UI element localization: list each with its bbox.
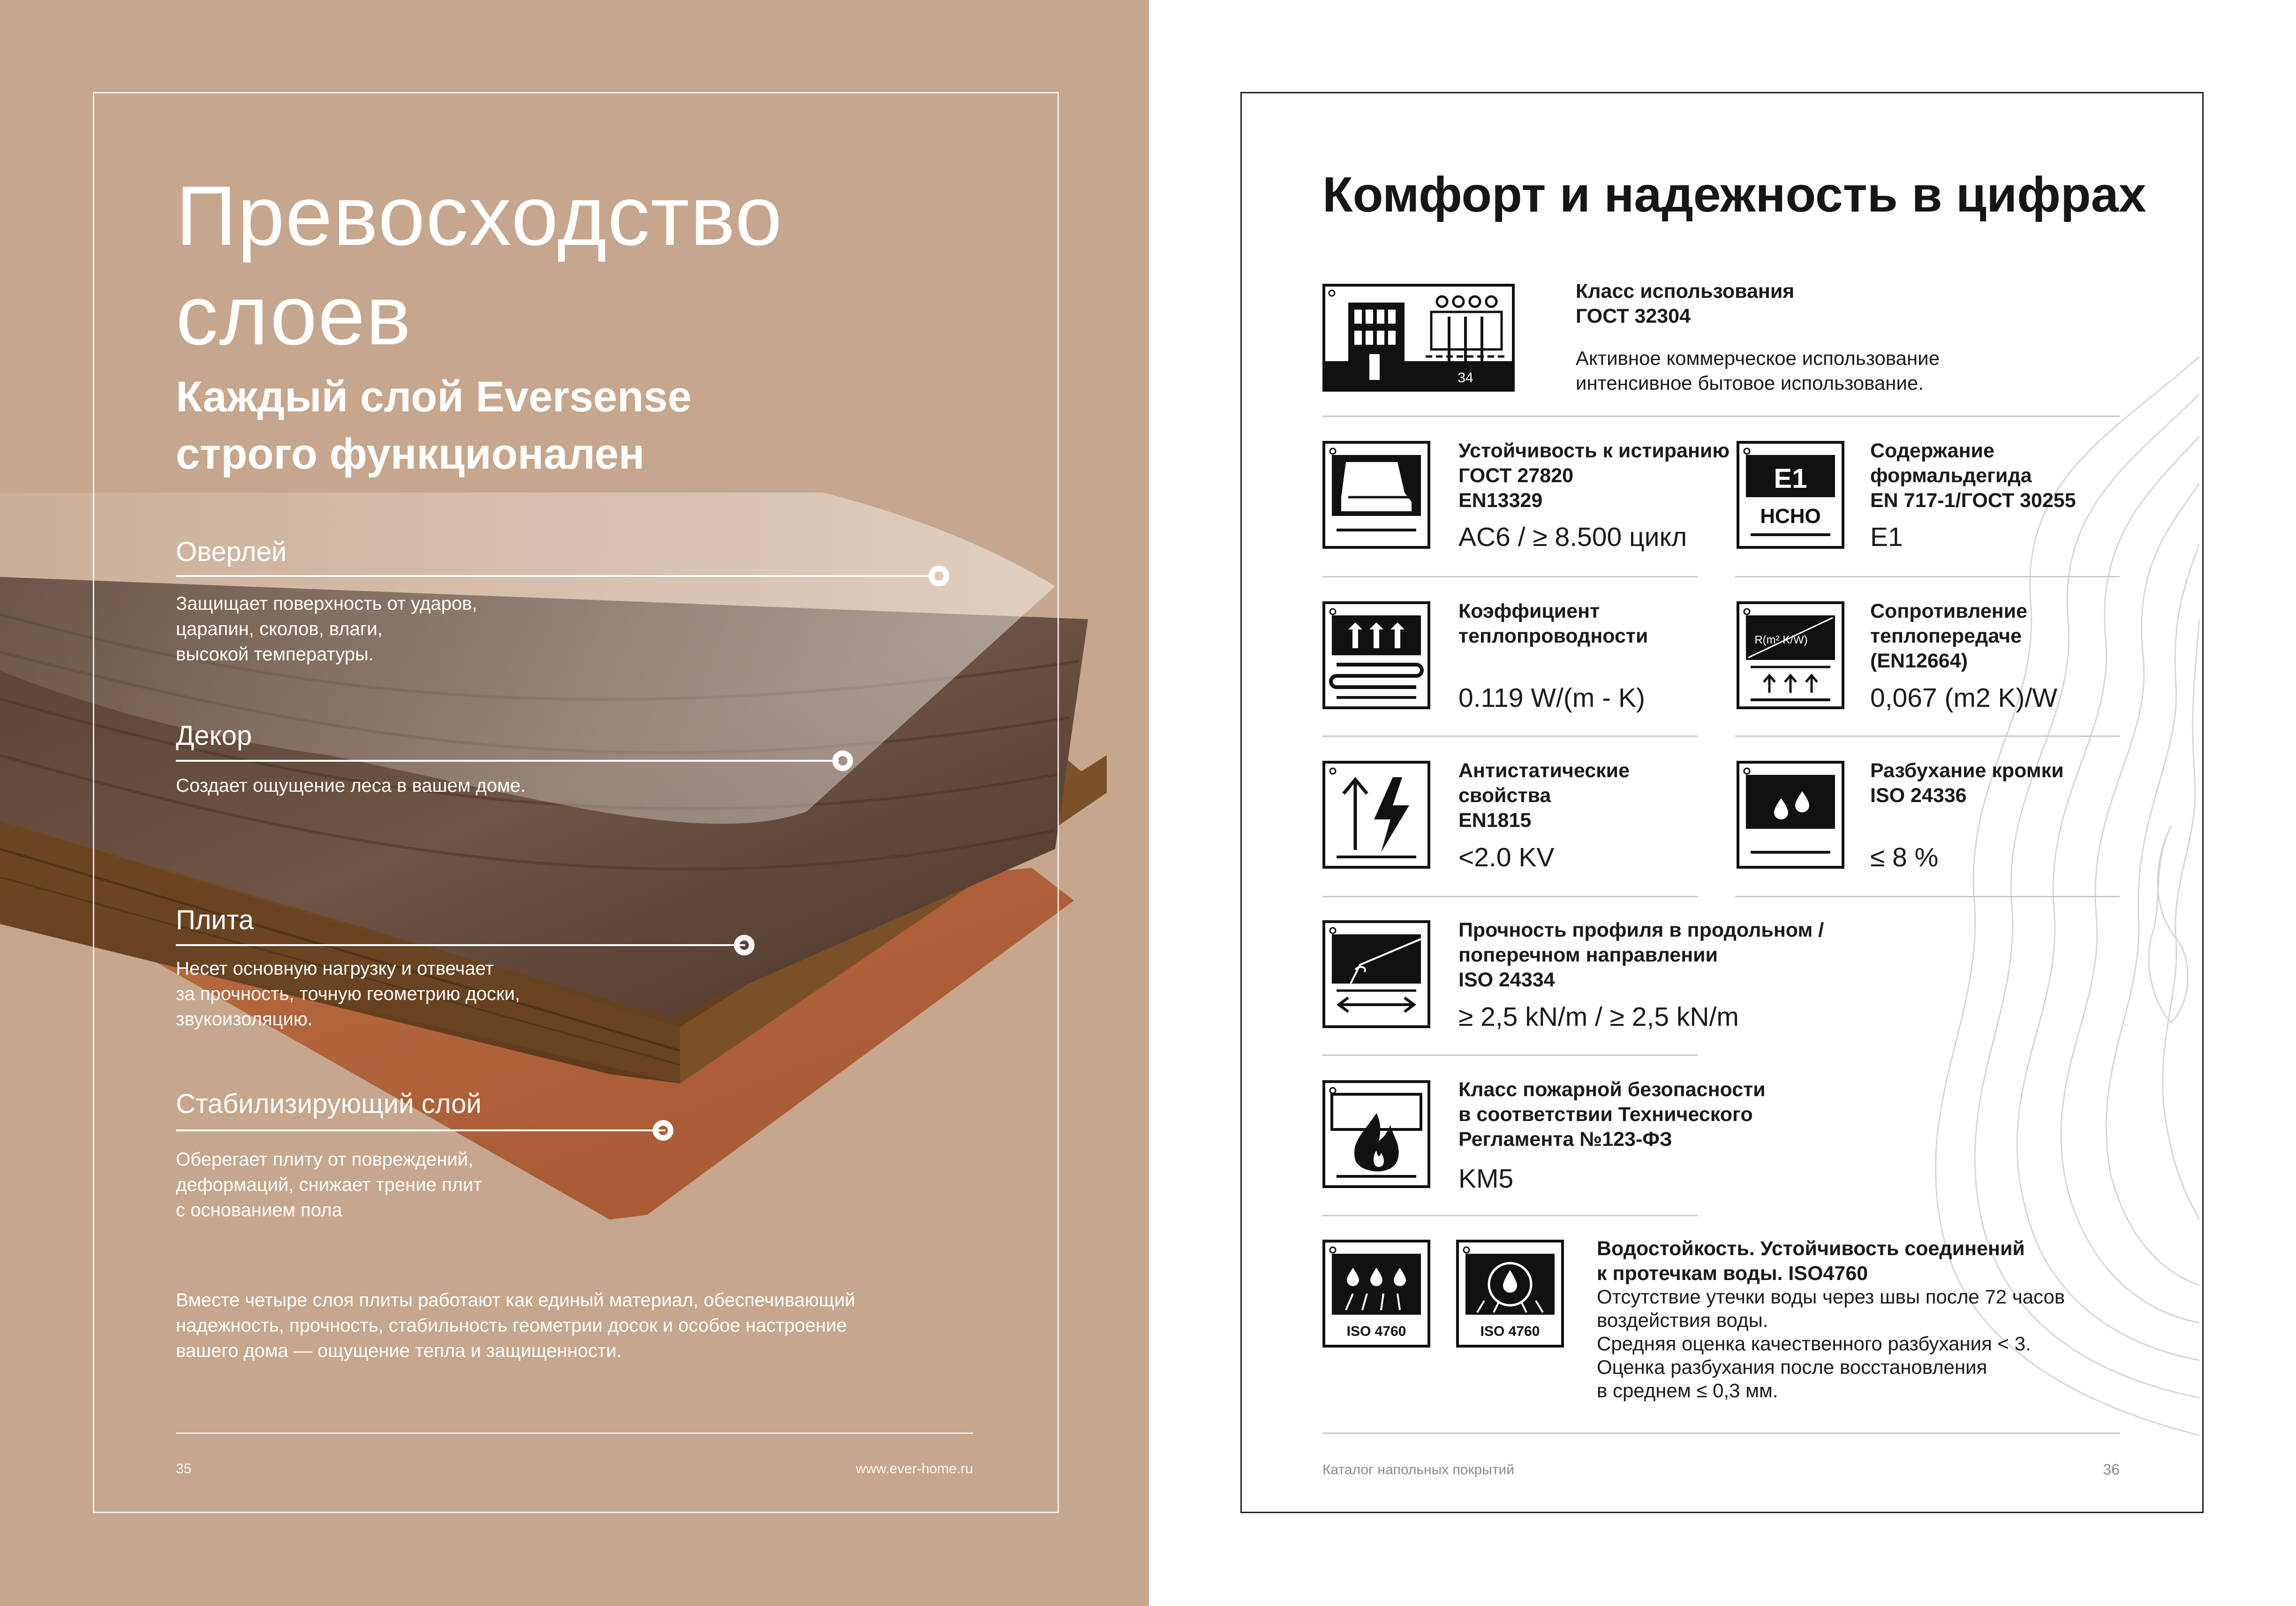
heat-resistance-value: 0,067 (m2 K)/W [1870,683,2058,713]
leader-line [176,1129,665,1131]
abrasion-value: AC6 / ≥ 8.500 цикл [1458,522,1687,552]
row-divider [1322,416,2120,417]
svg-text:E1: E1 [1774,463,1807,494]
page-title: Превосходство слоев [176,169,783,363]
row-divider [1322,1215,1698,1216]
edge-swelling-value: ≤ 8 % [1870,842,1939,872]
fire-icon [1322,1080,1430,1188]
heat-resistance-icon [1737,601,1844,709]
water-resistance-description: Отсутствие утечки воды через швы после 72 часов воздействия воды. Средняя оценка качественного разбухания < 3. Оценка разбухания после восстановления в среднем ≤ 0,3 мм. [1597,1286,2065,1401]
water-drops-icon [1322,1240,1430,1348]
page-subtitle: Каждый слой Eversense строго функционален [176,373,692,478]
profile-strength-label: Прочность профиля в продольном / поперечном направлении ISO 24334 [1458,919,1824,991]
heat-conductivity-label: Коэффициент теплопроводности [1458,600,1648,647]
layer-title-overlay: Оверлей [176,537,287,567]
usage-class-icon [1322,284,1515,392]
page-title: Комфорт и надежность в цифрах [1322,167,2146,222]
layer-description: Несет основную нагрузку и отвечает за прочность, точную геометрию доски, звукоизоляцию. [176,958,521,1030]
abrasion-icon [1322,441,1430,549]
usage-class-description: Активное коммерческое использование интенсивное бытовое использование. [1576,347,1940,394]
antistatic-icon [1322,761,1430,869]
layer-marker [653,1120,673,1141]
page-number: 36 [2103,1461,2120,1478]
layer-title-board: Плита [176,905,254,935]
usage-class-label: Класс использования ГОСТ 32304 [1576,280,1795,327]
edge-swelling-icon [1737,761,1844,869]
svg-text:ISO 4760: ISO 4760 [1346,1324,1406,1339]
heat-resistance-label: Сопротивление теплопередаче (EN12664) [1870,600,2028,672]
formaldehyde-icon [1737,441,1844,549]
svg-text:34: 34 [1458,370,1473,386]
row-divider [1735,896,2120,897]
layer-description: Создает ощущение леса в вашем доме. [176,775,526,796]
website-link[interactable]: www.ever-home.ru [855,1461,973,1477]
row-divider [1735,576,2120,577]
svg-text:R(m² K/W): R(m² K/W) [1754,634,1808,646]
catalog-label: Каталог напольных покрытий [1322,1462,1515,1477]
heat-conductivity-value: 0.119 W/(m - K) [1458,683,1645,713]
footer-divider [176,1432,973,1434]
layer-description: Защищает поверхность от ударов, царапин, сколов, влаги, высокой температуры. [176,593,477,665]
layer-marker [734,935,755,955]
water-drop-joint-icon [1456,1240,1564,1348]
row-divider [1322,896,1698,897]
layer-marker [929,566,949,586]
profile-strength-value: ≥ 2,5 kN/m / ≥ 2,5 kN/m [1458,1002,1739,1032]
summary-text: Вместе четыре слоя плиты работают как единый материал, обеспечивающий надежность, прочность, стабильность геометрии досок и особое настроение вашего дома — ощущение тепла и защищенности. [176,1290,855,1361]
svg-text:HCHO: HCHO [1760,505,1821,528]
leader-line [176,575,933,577]
antistatic-label: Антистатические свойства EN1815 [1458,759,1630,832]
layer-title-stabilizing: Стабилизирующий слой [176,1089,482,1119]
page-number: 35 [176,1461,192,1477]
layer-marker [832,750,853,771]
water-resistance-label: Водостойкость. Устойчивость соединений к протечкам воды. ISO4760 [1597,1237,2025,1285]
formaldehyde-label: Содержание формальдегида EN 717-1/ГОСТ 30255 [1870,439,2076,512]
leader-line [176,944,745,946]
right-page [1149,0,2296,1606]
fire-safety-value: KM5 [1458,1164,1514,1194]
layer-title-decor: Декор [176,720,252,751]
row-divider [1322,735,1698,737]
edge-swelling-label: Разбухание кромки ISO 24336 [1870,759,2064,807]
row-divider [1735,735,2120,737]
antistatic-value: <2.0 KV [1458,842,1555,872]
leader-line [176,760,839,762]
formaldehyde-value: E1 [1870,522,1903,552]
fire-safety-label: Класс пожарной безопасности в соответствии Технического Регламента №123-ФЗ [1458,1078,1766,1151]
abrasion-label: Устойчивость к истиранию ГОСТ 27820 EN13329 [1458,439,1730,512]
row-divider [1322,576,1698,577]
footer-divider [1322,1432,2120,1434]
profile-strength-icon [1322,920,1430,1028]
layer-description: Оберегает плиту от повреждений, деформаций, снижает трение плит с основанием пола [176,1149,482,1220]
svg-text:ISO 4760: ISO 4760 [1480,1324,1540,1339]
row-divider [1322,1054,1698,1056]
heat-conductivity-icon [1322,601,1430,709]
